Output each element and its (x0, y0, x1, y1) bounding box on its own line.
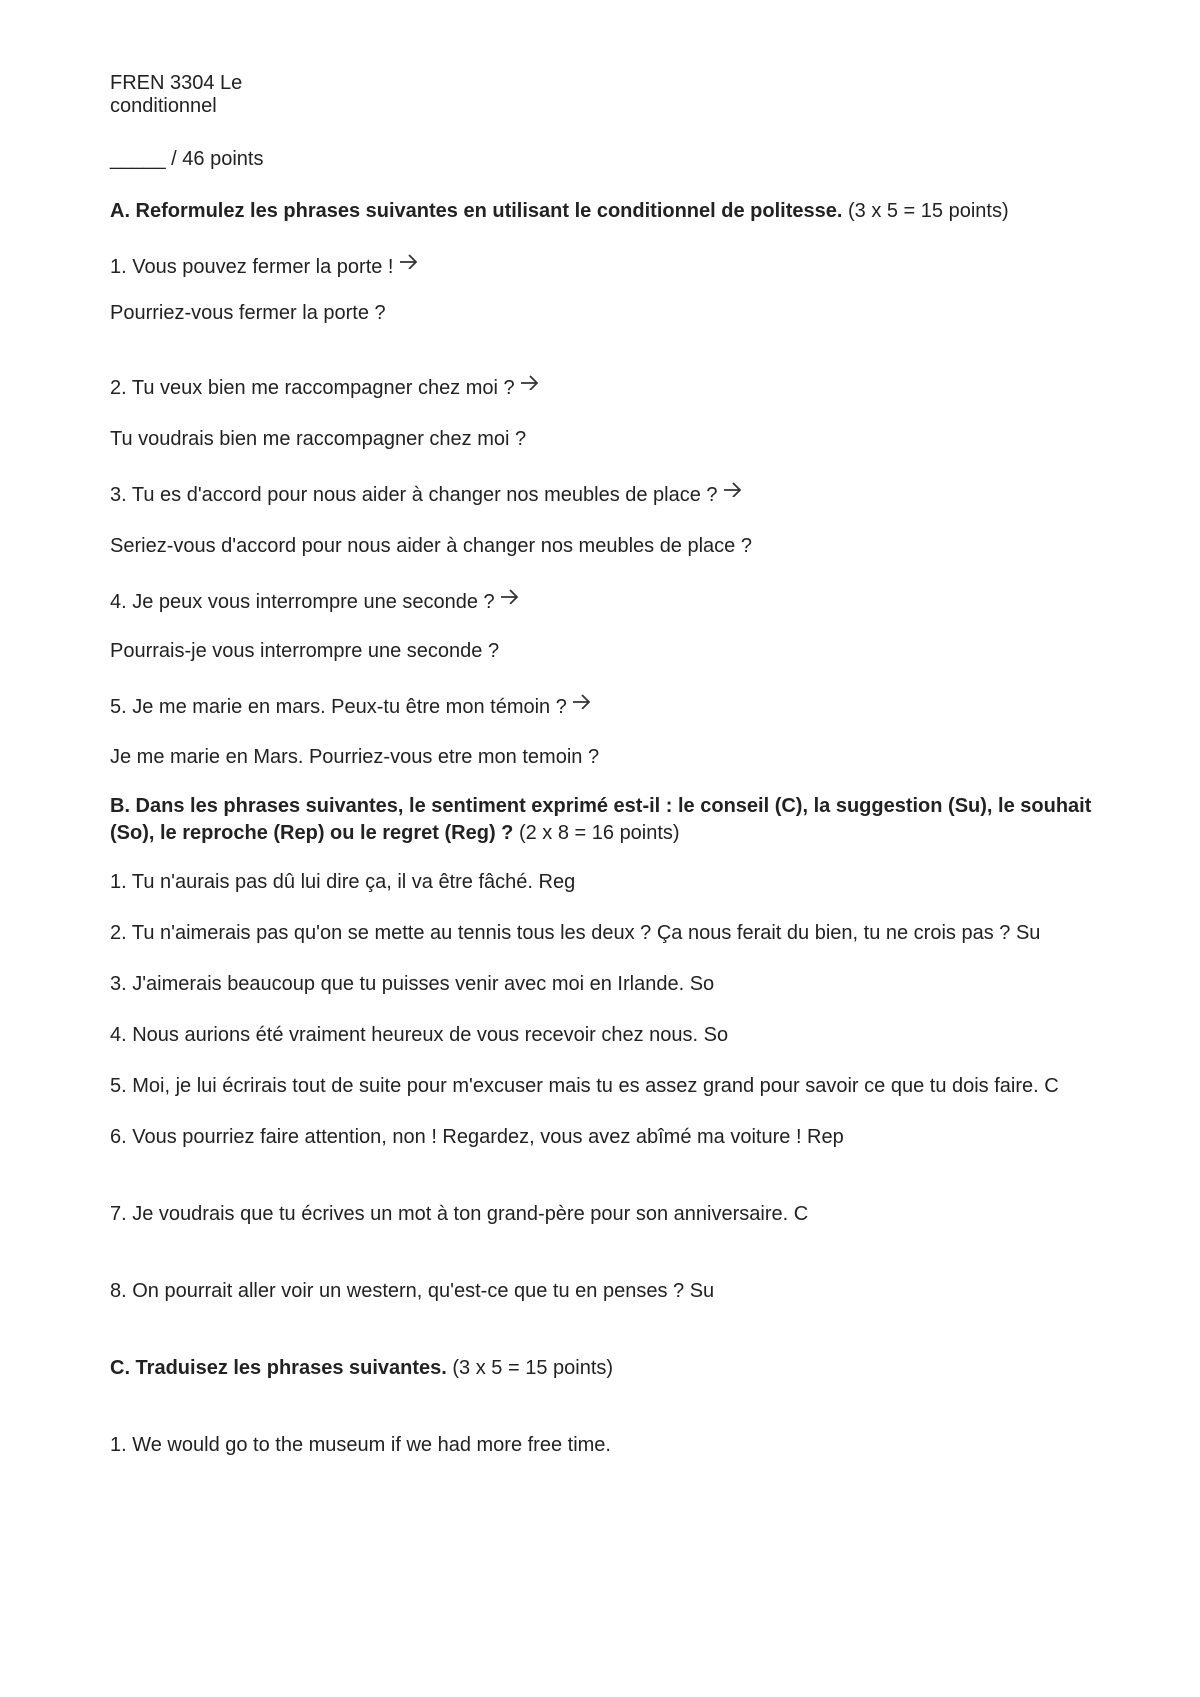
a-item-1-prompt (110, 251, 1100, 281)
a-item-2-prompt-text: 2. Tu veux bien me raccompagner chez moi ? (110, 377, 515, 399)
a-item-4-prompt-text: 4. Je peux vous interrompre une seconde ? (110, 591, 495, 613)
a-item-3-prompt (110, 479, 1100, 509)
section-a-points: (3 x 5 = 15 points) (842, 200, 1009, 222)
b-item-7: 7. Je voudrais que tu écrives un mot à ton grand-père pour son anniversaire. C (110, 1203, 809, 1225)
right-arrow-icon (519, 372, 541, 390)
b-item-1: 1. Tu n'aurais pas dû lui dire ça, il va être fâché. Reg (110, 871, 576, 893)
b-item-3: 3. J'aimerais beaucoup que tu puisses venir avec moi en Irlande. So (110, 973, 715, 995)
right-arrow-icon (571, 691, 593, 709)
c-item-1: 1. We would go to the museum if we had more free time. (110, 1434, 611, 1456)
a-item-3-prompt-text: 3. Tu es d'accord pour nous aider à changer nos meubles de place ? (110, 484, 718, 506)
a-item-4-answer: Pourrais-je vous interrompre une seconde ? (110, 640, 500, 662)
b-item-4: 4. Nous aurions été vraiment heureux de vous recevoir chez nous. So (110, 1024, 729, 1046)
a-item-4-prompt (110, 586, 1100, 616)
course-line-2: conditionnel (110, 95, 217, 117)
right-arrow-icon (722, 479, 744, 497)
worksheet-page (110, 72, 1100, 1459)
b-item-8: 8. On pourrait aller voir un western, qu'est-ce que tu en penses ? Su (110, 1280, 715, 1302)
section-b-points: (2 x 8 = 16 points) (513, 822, 680, 844)
section-c-heading (110, 1355, 1100, 1382)
b-item-6: 6. Vous pourriez faire attention, non ! Regardez, vous avez abîmé ma voiture ! Rep (110, 1126, 844, 1148)
a-item-2-prompt (110, 372, 1100, 402)
section-c-title: C. Traduisez les phrases suivantes. (110, 1357, 447, 1379)
section-a-heading (110, 198, 1100, 225)
a-item-2-answer: Tu voudrais bien me raccompagner chez moi ? (110, 428, 527, 450)
course-line-1: FREN 3304 Le (110, 72, 243, 94)
right-arrow-icon (398, 251, 420, 269)
a-item-3-answer: Seriez-vous d'accord pour nous aider à changer nos meubles de place ? (110, 535, 752, 557)
section-b-title: B. Dans les phrases suivantes, le sentiment exprimé est-il : le conseil (C), la suggestion (Su), le souhait (So), le reproche (Rep) ou le regret (Reg) ? (110, 795, 1092, 844)
score-line: _____ / 46 points (110, 148, 264, 170)
a-item-5-prompt-text: 5. Je me marie en mars. Peux-tu être mon témoin ? (110, 696, 567, 718)
b-item-5: 5. Moi, je lui écrirais tout de suite pour m'excuser mais tu es assez grand pour savoir ce que tu dois faire. C (110, 1075, 1059, 1097)
right-arrow-icon (499, 586, 521, 604)
a-item-5-prompt (110, 691, 1100, 721)
b-item-2: 2. Tu n'aimerais pas qu'on se mette au tennis tous les deux ? Ça nous ferait du bien, tu ne crois pas ? Su (110, 922, 1041, 944)
section-a-title: A. Reformulez les phrases suivantes en utilisant le conditionnel de politesse. (110, 200, 843, 222)
a-item-1-prompt-text: 1. Vous pouvez fermer la porte ! (110, 256, 394, 278)
a-item-5-answer: Je me marie en Mars. Pourriez-vous etre mon temoin ? (110, 746, 600, 768)
section-b-heading (110, 793, 1100, 847)
section-c-points: (3 x 5 = 15 points) (446, 1357, 614, 1379)
a-item-1-answer: Pourriez-vous fermer la porte ? (110, 302, 386, 324)
